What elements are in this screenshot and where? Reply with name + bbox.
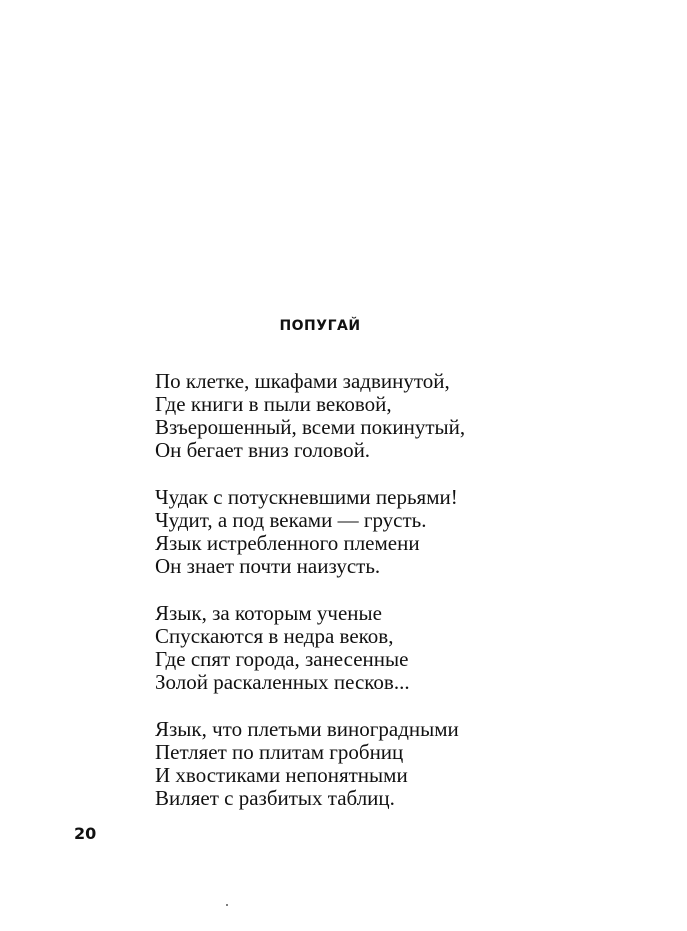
poem-line: И хвостиками непонятными — [155, 763, 408, 787]
stanza-2 — [155, 486, 458, 578]
poem-line: Он знает почти наизусть. — [155, 554, 381, 578]
page-number: 20 — [74, 824, 97, 843]
poem-line: Чудит, а под веками — грусть. — [155, 508, 427, 532]
poem-line: Где книги в пыли вековой, — [155, 392, 392, 416]
print-speck — [226, 904, 228, 906]
poem-line: Петляет по плитам гробниц — [155, 740, 404, 764]
poem-line: Виляет с разбитых таблиц. — [155, 786, 395, 810]
poem-line: Чудак с потускневшими перьями! — [155, 485, 458, 509]
poem-line: Язык, за которым ученые — [155, 601, 382, 625]
stanza-4 — [155, 718, 459, 810]
poem-title: ПОПУГАЙ — [279, 318, 361, 334]
poem-line: По клетке, шкафами задвинутой, — [155, 369, 450, 393]
poem-line: Язык истребленного племени — [155, 531, 420, 555]
poem-line: Он бегает вниз головой. — [155, 438, 371, 462]
stanza-1 — [155, 370, 465, 462]
stanza-3 — [155, 602, 410, 694]
poem-line: Спускаются в недра веков, — [155, 624, 394, 648]
poem-line: Язык, что плетьми виноградными — [155, 717, 459, 741]
poem-line: Золой раскаленных песков... — [155, 670, 410, 694]
poem-line: Взъерошенный, всеми покинутый, — [155, 415, 466, 439]
poem-line: Где спят города, занесенные — [155, 647, 409, 671]
